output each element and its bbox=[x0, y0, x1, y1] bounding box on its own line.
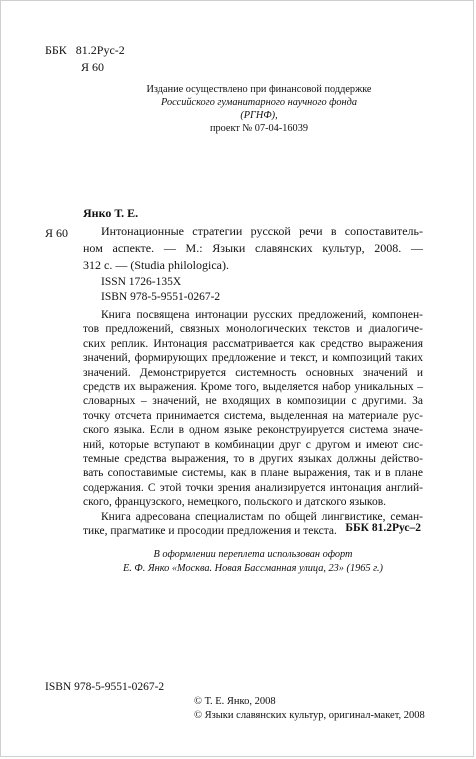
copyright-publisher: © Языки славянских культур, оригинал-макет, 2008 bbox=[194, 710, 425, 721]
annotation-line: ского языка. Если в одном языке реконструируется система значе- bbox=[83, 424, 423, 437]
cover-credit bbox=[83, 548, 423, 576]
cover-credit-line-2: Е. Ф. Янко «Москва. Новая Бассманная улица, 23» (1965 г.) bbox=[122, 563, 383, 574]
author-name: Янко Т. Е. bbox=[83, 206, 139, 220]
annotation-line: содержания. С этой точки зрения анализируется интонация англий- bbox=[83, 481, 423, 494]
isbn: ISBN 978-5-9551-0267-2 bbox=[101, 290, 221, 303]
isbn-footer: ISBN 978-5-9551-0267-2 bbox=[45, 681, 165, 693]
annotation-line: ских реплик. Интонация рассматривается как средство выражения bbox=[83, 337, 423, 350]
annotation-line: ского, французского, немецкого, польского и датского языков. bbox=[83, 496, 386, 509]
bbk-code: 81.2Рус-2 bbox=[75, 43, 125, 57]
issn: ISSN 1726-135X bbox=[101, 276, 182, 288]
annotation-line: точку отсчета принимается система, выделенная на материале рус- bbox=[83, 409, 423, 422]
annotation-line: словарных – значений, не входящих в композиции с другими. За bbox=[83, 395, 423, 408]
annotation-line: ний, которые вступают в комбинации друг с другом и имеют сис- bbox=[83, 438, 423, 451]
grant-line-2: Российского гуманитарного научного фонда bbox=[161, 97, 357, 109]
grant-line-1: Издание осуществлено при финансовой поддержке bbox=[146, 84, 372, 95]
annotation-line: тике, прагматике и просодии предложения и текста. bbox=[83, 525, 337, 538]
annotation-line: средств их выражения. Кроме того, выделяется набор уникальных – bbox=[83, 381, 423, 394]
bbk-classification bbox=[45, 43, 125, 58]
title-line-2: ном аспекте. — М.: Языки славянских культур, 2008. — bbox=[83, 241, 423, 255]
issn-isbn-block bbox=[101, 275, 220, 304]
annotation-line: Книга адресована специалистам по общей лингвистике, семан- bbox=[101, 510, 423, 523]
bbk-footer-code: ББК 81.2Рус–2 bbox=[345, 522, 421, 534]
annotation-line: значений. Демонстрируется системность основных значений и bbox=[83, 366, 423, 379]
annotation-line: Книга посвящена интонации русских предложений, компонен- bbox=[101, 309, 423, 321]
grant-line-3: (РГНФ), bbox=[240, 110, 278, 122]
cover-credit-line-1: В оформлении переплета использован офорт bbox=[153, 549, 353, 560]
annotation-line: значений, формирующих предложение и текст, и композиций таких bbox=[83, 352, 423, 365]
title-line-1: Интонационные стратегии русской речи в сопоставитель- bbox=[101, 224, 423, 238]
title-line-3: 312 с. — (Studia philologica). bbox=[83, 258, 229, 272]
copyright-block bbox=[194, 695, 425, 723]
side-author-mark: Я 60 bbox=[45, 226, 69, 240]
annotation-line: тов предложений, связных монологических текстов и диалогиче- bbox=[83, 323, 423, 336]
bbk-label: ББК bbox=[45, 43, 67, 57]
grant-notice bbox=[121, 83, 397, 135]
copyright-author: © Т. Е. Янко, 2008 bbox=[194, 696, 276, 707]
grant-line-4: проект № 07-04-16039 bbox=[209, 123, 309, 135]
bibliographic-record bbox=[83, 223, 423, 274]
annotation-line: вать сопоставимые системы, как в плане выражения, так и в плане bbox=[83, 467, 423, 480]
annotation-line: темные средства выражения, то в других языках должны действо- bbox=[83, 453, 423, 466]
author-mark: Я 60 bbox=[81, 60, 105, 74]
annotation bbox=[83, 308, 423, 539]
